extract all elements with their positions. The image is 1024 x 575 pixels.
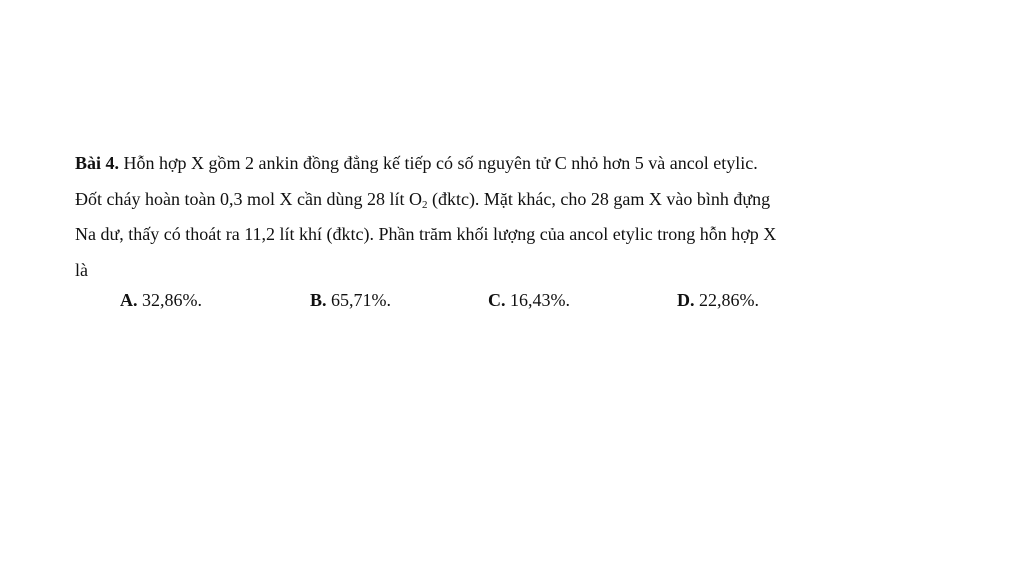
problem-line-2-before: Đốt cháy hoàn toàn 0,3 mol X cần dùng 28 lít O bbox=[75, 188, 422, 209]
option-b-letter: B. bbox=[310, 290, 327, 310]
option-c bbox=[488, 285, 570, 315]
problem-line-1-text: Hỗn hợp X gồm 2 ankin đồng đẳng kế tiếp có số nguyên tử C nhỏ hơn 5 và ancol etylic. bbox=[119, 153, 758, 173]
option-a bbox=[120, 285, 202, 315]
option-a-value: 32,86%. bbox=[137, 290, 202, 310]
problem-statement bbox=[75, 146, 875, 288]
answer-options bbox=[0, 285, 1024, 315]
option-d-value: 22,86%. bbox=[694, 290, 759, 310]
oxygen-subscript: 2 bbox=[421, 198, 428, 211]
problem-line-3-text: Na dư, thấy có thoát ra 11,2 lít khí (đktc). Phần trăm khối lượng của ancol etylic trong hỗn hợp X bbox=[75, 224, 777, 244]
option-c-value: 16,43%. bbox=[505, 290, 570, 310]
problem-line-3 bbox=[75, 217, 875, 253]
problem-line-1 bbox=[75, 146, 875, 182]
option-a-letter: A. bbox=[120, 290, 138, 310]
option-b bbox=[310, 285, 391, 315]
problem-label: Bài 4. bbox=[75, 153, 120, 173]
problem-line-2-after: (đktc). Mặt khác, cho 28 gam X vào bình đựng bbox=[427, 188, 771, 209]
problem-line-4 bbox=[75, 253, 875, 289]
option-b-value: 65,71%. bbox=[326, 290, 392, 310]
option-c-letter: C. bbox=[488, 290, 506, 310]
problem-line-4-text: là bbox=[75, 259, 88, 280]
option-d bbox=[677, 285, 759, 315]
problem-line-2 bbox=[75, 182, 875, 218]
option-d-letter: D. bbox=[677, 290, 695, 310]
